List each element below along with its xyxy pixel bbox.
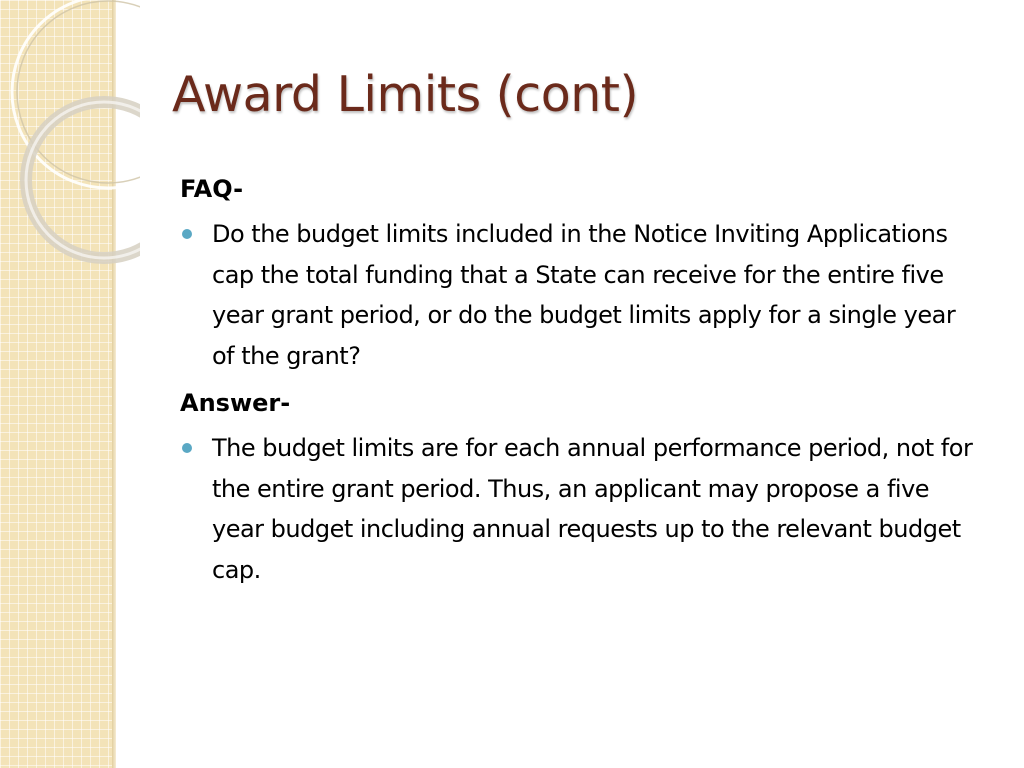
bullet-icon (182, 229, 192, 239)
answer-bullet (180, 428, 980, 590)
answer-text: The budget limits are for each annual performance period, not for the entire grant period. Thus, an applicant may propose a five year budget including annual requests up to the relevant budget cap. (212, 434, 973, 584)
answer-heading: Answer- (180, 389, 291, 417)
faq-bullet (180, 214, 980, 376)
decorative-rings (0, 0, 140, 280)
faq-question-text: Do the budget limits included in the Notice Inviting Applications cap the total funding that a State can receive for the entire five year grant period, or do the budget limits apply for a single year of the grant? (212, 220, 956, 370)
bullet-icon (182, 443, 192, 453)
slide-title: Award Limits (cont) (172, 66, 639, 123)
slide-body (180, 170, 980, 598)
faq-heading: FAQ- (180, 175, 244, 203)
